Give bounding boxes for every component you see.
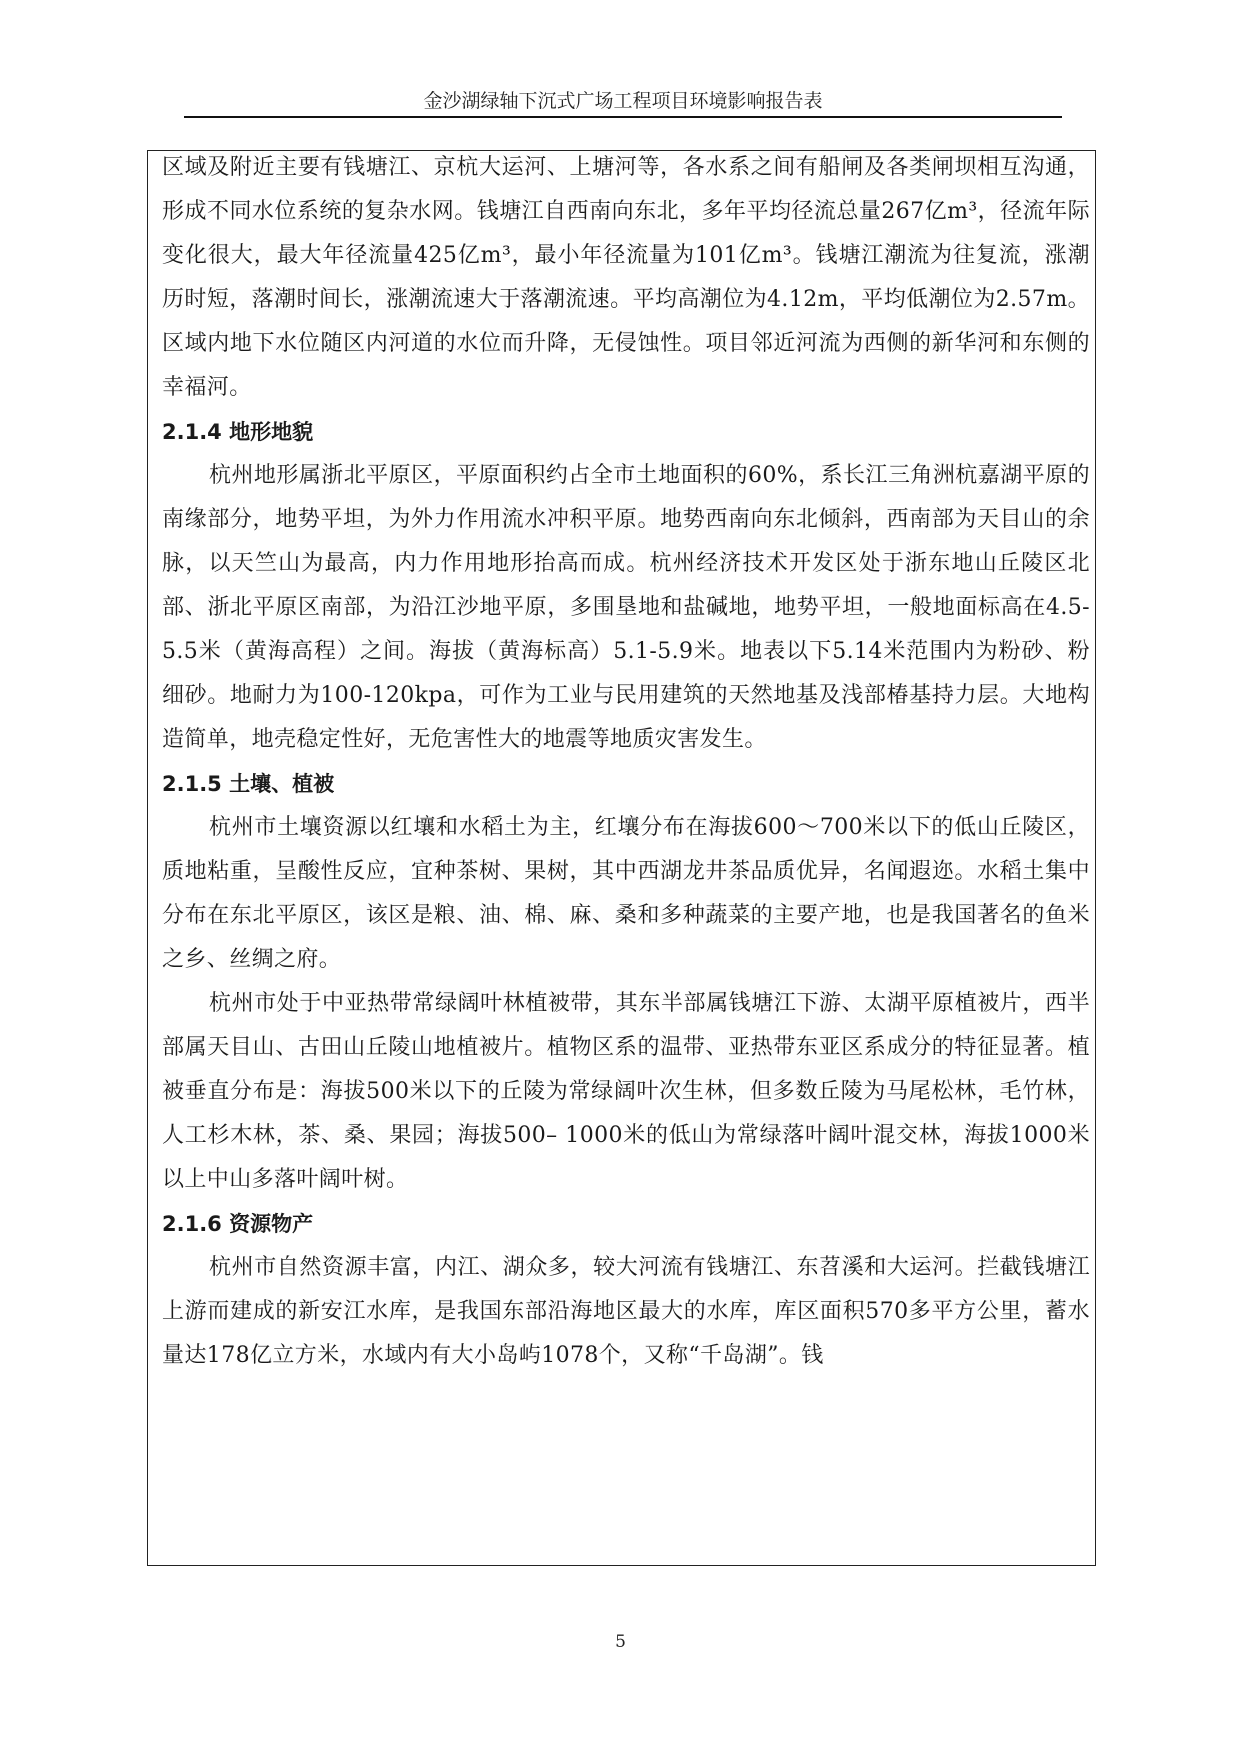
section-heading-resources: 2.1.6 资源物产 xyxy=(162,1212,314,1236)
soil-paragraph: 杭州市土壤资源以红壤和水稻土为主，红壤分布在海拔600～700米以下的低山丘陵区，质地粘重，呈酸性反应，宜种茶树、果树，其中西湖龙井茶品质优异，名闻遐迩。水稻土集中分布在东北平原区，该区是粮、油、棉、麻、桑和多种蔬菜的主要产地，也是我国著名的鱼米之乡、丝绸之府。 xyxy=(162,815,1090,972)
resources-paragraph: 杭州市自然资源丰富，内江、湖众多，较大河流有钱塘江、东苕溪和大运河。拦截钱塘江上游而建成的新安江水库，是我国东部沿海地区最大的水库，库区面积570多平方公里，蓄水量达178亿立方米，水域内有大小岛屿1078个，又称“千岛湖”。钱 xyxy=(162,1255,1090,1368)
hydrology-paragraph: 区域及附近主要有钱塘江、京杭大运河、上塘河等，各水系之间有船闸及各类闸坝相互沟通，形成不同水位系统的复杂水网。钱塘江自西南向东北，多年平均径流总量267亿m³，径流年际变化很大，最大年径流量425亿m³，最小年径流量为101亿m³。钱塘江潮流为往复流，涨潮历时短，落潮时间长，涨潮流速大于落潮流速。平均高潮位为4.12m，平均低潮位为2.57m。区域内地下水位随区内河道的水位而升降，无侵蚀性。项目邻近河流为西侧的新华河和东侧的幸福河。 xyxy=(162,155,1090,400)
running-header: 金沙湖绿轴下沉式广场工程项目环境影响报告表 xyxy=(423,90,823,112)
section-heading-soil-vegetation: 2.1.5 土壤、植被 xyxy=(162,772,335,796)
report-body xyxy=(162,146,1090,1378)
header-rule xyxy=(184,116,1062,118)
vegetation-paragraph: 杭州市处于中亚热带常绿阔叶林植被带，其东半部属钱塘江下游、太湖平原植被片，西半部属天目山、古田山丘陵山地植被片。植物区系的温带、亚热带东亚区系成分的特征显著。植被垂直分布是：海拔500米以下的丘陵为常绿阔叶次生林，但多数丘陵为马尾松林，毛竹林，人工杉木林，茶、桑、果园；海拔500– 1000米的低山为常绿落叶阔叶混交林，海拔1000米以上中山多落叶阔叶树。 xyxy=(162,991,1090,1192)
page-number: 5 xyxy=(615,1632,626,1652)
section-heading-topography: 2.1.4 地形地貌 xyxy=(162,420,314,444)
topography-paragraph: 杭州地形属浙北平原区，平原面积约占全市土地面积的60%，系长江三角洲杭嘉湖平原的南缘部分，地势平坦，为外力作用流水冲积平原。地势西南向东北倾斜，西南部为天目山的余脉，以天竺山为最高，内力作用地形抬高而成。杭州经济技术开发区处于浙东地山丘陵区北部、浙北平原区南部，为沿江沙地平原，多围垦地和盐碱地，地势平坦，一般地面标高在4.5-5.5米（黄海高程）之间。海拔（黄海标高）5.1-5.9米。地表以下5.14米范围内为粉砂、粉细砂。地耐力为100-120kpa，可作为工业与民用建筑的天然地基及浅部椿基持力层。大地构造简单，地壳稳定性好，无危害性大的地震等地质灾害发生。 xyxy=(162,463,1090,752)
